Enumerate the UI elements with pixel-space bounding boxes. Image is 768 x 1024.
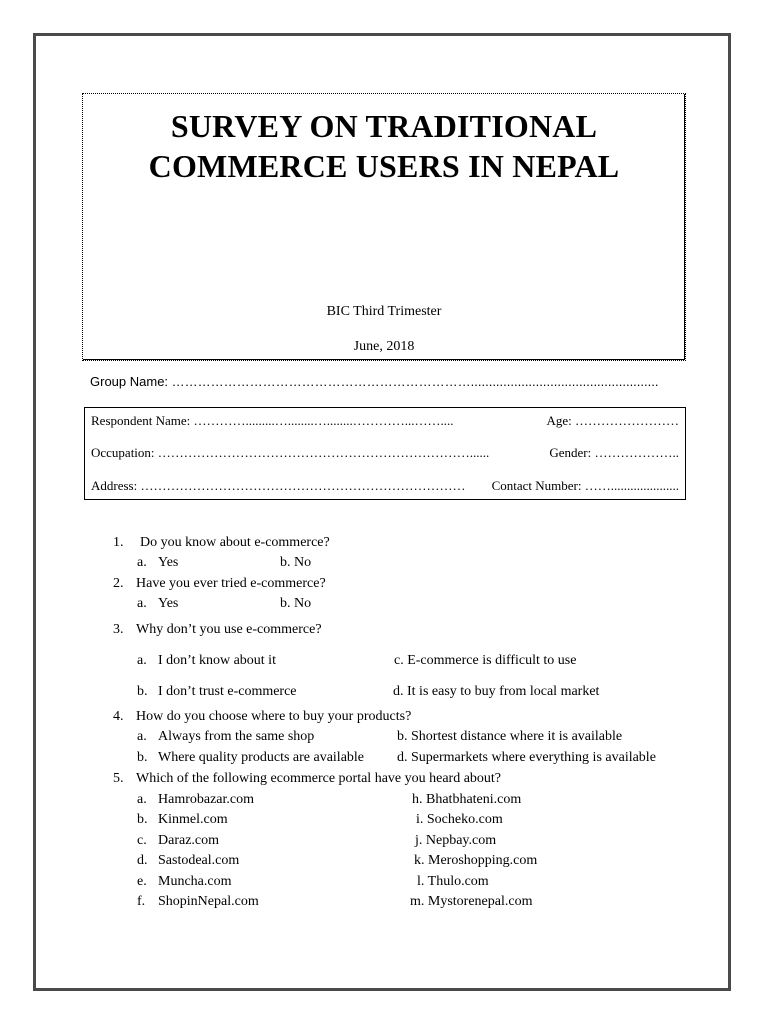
option-left[interactable]: ShopinNepal.com <box>158 894 259 909</box>
question-number: 3. <box>113 622 124 637</box>
address-field[interactable]: Address: ………………………………………………………………… <box>91 478 466 493</box>
respondent-row-1 <box>91 413 679 429</box>
option-right[interactable]: d. It is easy to buy from local market <box>393 684 600 699</box>
option-left[interactable]: Muncha.com <box>158 874 232 889</box>
option-no[interactable]: b. No <box>280 555 312 570</box>
option-letter: b. <box>137 750 148 765</box>
option-letter: a. <box>137 729 147 744</box>
option-letter: a. <box>137 653 147 668</box>
option-right[interactable]: b. Shortest distance where it is available <box>397 729 623 744</box>
option-letter: a. <box>137 596 147 611</box>
question-text: How do you choose where to buy your products? <box>136 709 412 724</box>
option-left[interactable]: Daraz.com <box>158 833 220 848</box>
option-letter: f. <box>137 894 146 909</box>
option-letter: a. <box>137 555 147 570</box>
option-letter: b. <box>137 812 148 827</box>
question-number: 2. <box>113 576 124 591</box>
option-letter: d. <box>137 853 148 868</box>
option-right[interactable]: l. Thulo.com <box>417 874 489 889</box>
question-number: 4. <box>113 709 124 724</box>
option-yes[interactable]: Yes <box>158 596 179 611</box>
option-left[interactable]: Kinmel.com <box>158 812 228 827</box>
question-text: Do you know about e-commerce? <box>140 535 330 550</box>
respondent-row-2 <box>91 445 679 461</box>
contact-number-field[interactable]: Contact Number: ……..................... <box>491 478 679 493</box>
option-letter: e. <box>137 874 147 889</box>
option-letter: b. <box>137 684 148 699</box>
option-right[interactable]: h. Bhatbhateni.com <box>412 792 522 807</box>
question-text: Why don’t you use e-commerce? <box>136 622 322 637</box>
option-left[interactable]: Hamrobazar.com <box>158 792 255 807</box>
survey-title <box>83 106 685 186</box>
title-box <box>82 93 686 361</box>
gender-field[interactable]: Gender: ……………….. <box>549 445 679 460</box>
respondent-box <box>84 407 686 500</box>
respondent-row-3 <box>91 478 679 494</box>
title-line-2: COMMERCE USERS IN NEPAL <box>148 148 620 184</box>
option-right[interactable]: d. Supermarkets where everything is available <box>397 750 656 765</box>
option-left[interactable]: I don’t know about it <box>158 653 276 668</box>
subtitle: BIC Third Trimester <box>326 304 442 319</box>
option-no[interactable]: b. No <box>280 596 312 611</box>
question-text: Which of the following ecommerce portal have you heard about? <box>136 771 502 786</box>
occupation-field[interactable]: Occupation: ………………………………………………………………...... <box>91 445 490 460</box>
option-left[interactable]: Sastodeal.com <box>158 853 240 868</box>
question-number: 1. <box>113 535 124 550</box>
respondent-name-field[interactable]: Respondent Name: ………….........…........…........…………...…….... <box>91 413 454 428</box>
option-letter: c. <box>137 833 147 848</box>
question-number: 5. <box>113 771 124 786</box>
survey-date: June, 2018 <box>353 339 415 354</box>
option-right[interactable]: i. Socheko.com <box>416 812 503 827</box>
option-yes[interactable]: Yes <box>158 555 179 570</box>
option-left[interactable]: I don’t trust e-commerce <box>158 684 297 699</box>
option-left[interactable]: Always from the same shop <box>158 729 315 744</box>
option-letter: a. <box>137 792 147 807</box>
age-field[interactable]: Age: …………………… <box>546 413 679 428</box>
option-right[interactable]: k. Meroshopping.com <box>414 853 538 868</box>
group-name-field[interactable]: Group Name: …………………………………………………………….................................................... <box>90 374 659 389</box>
option-right[interactable]: c. E-commerce is difficult to use <box>394 653 577 668</box>
option-left[interactable]: Where quality products are available <box>158 750 365 765</box>
option-right[interactable]: j. Nepbay.com <box>415 833 497 848</box>
question-text: Have you ever tried e-commerce? <box>136 576 326 591</box>
title-line-1: SURVEY ON TRADITIONAL <box>170 108 598 144</box>
option-right[interactable]: m. Mystorenepal.com <box>410 894 533 909</box>
